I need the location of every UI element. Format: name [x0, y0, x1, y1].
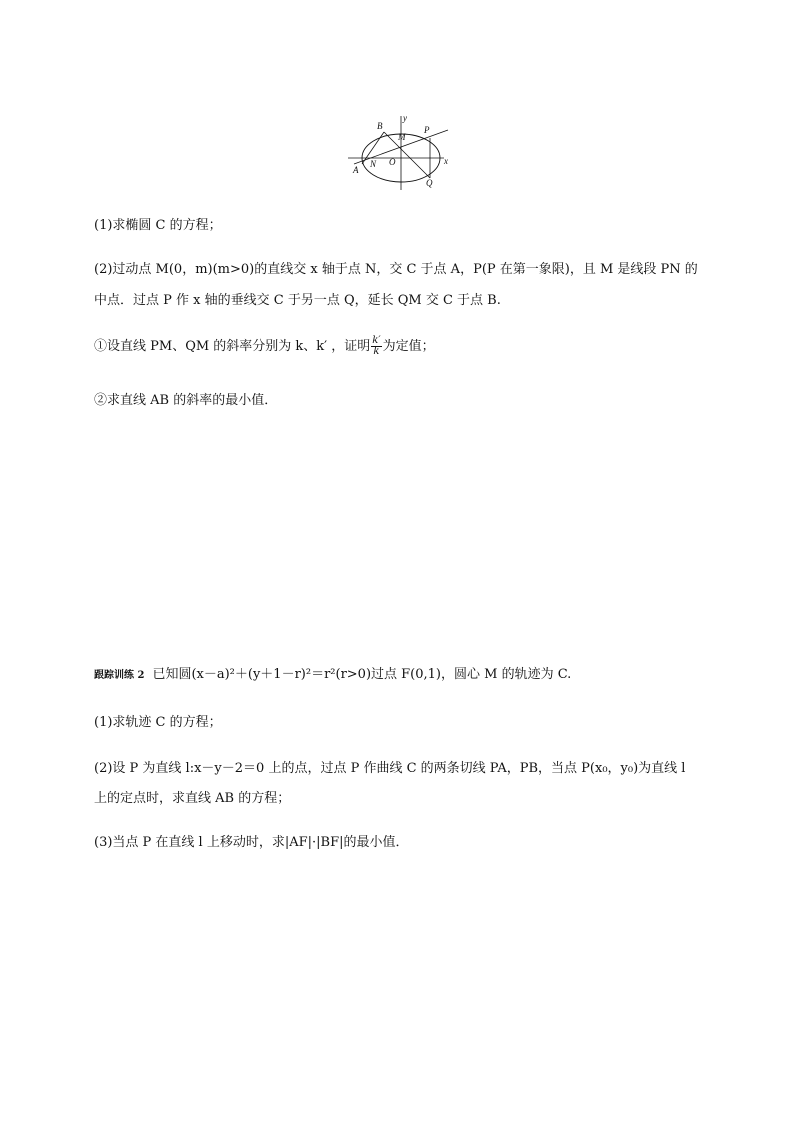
label-q: Q: [426, 178, 433, 188]
label-x: x: [444, 156, 448, 166]
p1-part2-line2: 中点．过点 P 作 x 轴的垂线交 C 于另一点 Q，延长 QM 交 C 于点 B.: [94, 293, 501, 308]
p2-part3: (3)当点 P 在直线 l 上移动时，求|AF|·|BF|的最小值．: [94, 835, 409, 850]
label-b: B: [377, 121, 383, 131]
label-m: M: [398, 132, 406, 142]
p2-part1: (1)求轨迹 C 的方程；: [94, 715, 222, 730]
p2-stem: 已知圆(x－a)²＋(y＋1－r)²＝r²(r>0)过点 F(0,1)，圆心 M 的轨迹为 C.: [152, 667, 572, 682]
training-tag: 跟踪训练 2: [94, 670, 145, 681]
p1-part1: (1)求椭圆 C 的方程；: [94, 218, 222, 233]
label-n: N: [370, 159, 377, 169]
ellipse-figure: [344, 112, 456, 194]
label-p: P: [424, 125, 430, 135]
p2-stem-line: [94, 666, 571, 685]
p1-sub2: ②求直线 AB 的斜率的最小值．: [94, 393, 278, 408]
p1-sub1-prefix: ①设直线 PM、QM 的斜率分别为 k、k′ ，证明: [94, 339, 371, 354]
p1-part2-line1: (2)过动点 M(0，m)(m>0)的直线交 x 轴于点 N，交 C 于点 A，P(P 在第一象限)，且 M 是线段 PN 的: [94, 262, 698, 277]
slope-ratio-fraction: [371, 336, 381, 357]
p2-part2-line1: (2)设 P 为直线 l:x－y－2＝0 上的点，过点 P 作曲线 C 的两条切线 PA，PB，当点 P(x₀，y₀)为直线 l: [94, 761, 686, 776]
p1-sub1-suffix: 为定值；: [382, 339, 435, 354]
label-y: y: [403, 113, 407, 123]
label-a: A: [353, 165, 359, 175]
label-o: O: [389, 157, 396, 167]
fraction-denominator: k: [373, 346, 380, 357]
fraction-numerator: k′: [372, 335, 381, 346]
p2-part2-line2: 上的定点时，求直线 AB 的方程；: [94, 791, 291, 806]
p1-sub1: [94, 336, 435, 357]
